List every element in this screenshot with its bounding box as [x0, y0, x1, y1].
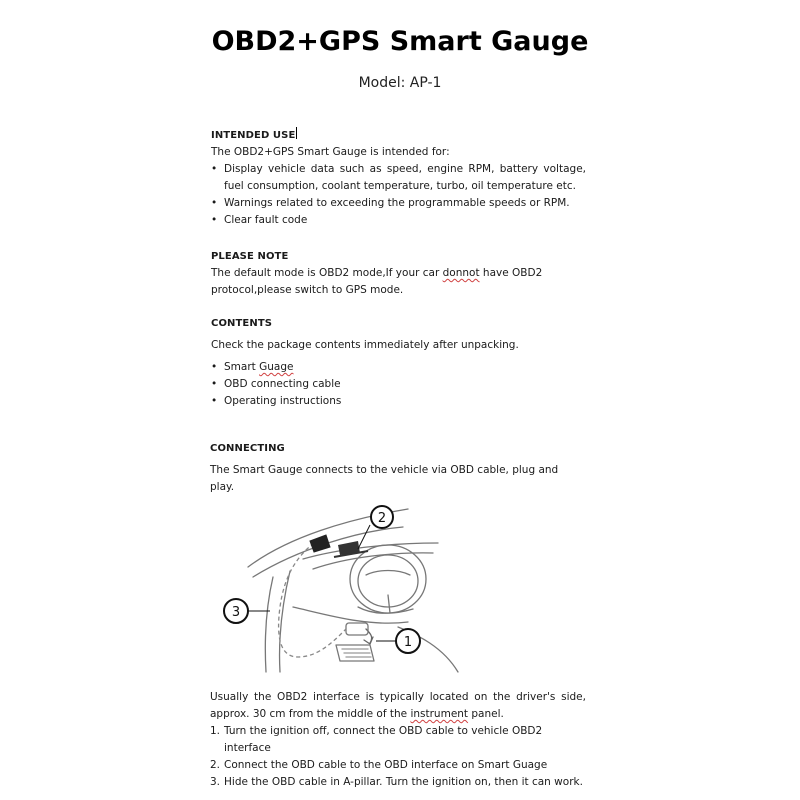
- connecting-intro: The Smart Gauge connects to the vehicle via OBD cable, plug and play.: [210, 464, 559, 493]
- list-item: • Smart Guage: [211, 359, 586, 376]
- spelling-flag: instrument: [410, 708, 469, 720]
- interface-location-text: Usually the OBD2 interface is typically located on the driver's side, approx. 30 cm from the middle of the instrument panel.: [210, 691, 586, 720]
- connecting-section: [210, 440, 585, 496]
- spelling-flag: donnot: [442, 267, 480, 279]
- car-interior-illustration: [218, 497, 468, 677]
- list-item: • Warnings related to exceeding the programmable speeds or RPM.: [211, 195, 586, 212]
- please-note-text: The default mode is OBD2 mode,If your car donnot have OBD2 protocol,please switch to GPS mode.: [211, 267, 543, 296]
- spelling-flag: Guage: [259, 361, 294, 373]
- connecting-heading: CONNECTING: [210, 443, 285, 454]
- text-cursor: [296, 127, 297, 139]
- intended-use-intro: The OBD2+GPS Smart Gauge is intended for:: [211, 146, 450, 158]
- please-note-section: [211, 248, 586, 299]
- step-item: 3. Hide the OBD cable in A-pillar. Turn the ignition on, then it can work.: [210, 776, 583, 788]
- please-note-heading: PLEASE NOTE: [211, 251, 289, 262]
- intended-use-heading: INTENDED USE: [211, 127, 586, 144]
- page-title: OBD2+GPS Smart Gauge: [211, 26, 589, 57]
- intended-use-section: [211, 127, 586, 229]
- contents-heading: CONTENTS: [211, 318, 273, 329]
- list-item: • Clear fault code: [211, 212, 586, 229]
- callout-3-label: 3: [231, 605, 241, 620]
- callout-1-label: 1: [403, 635, 413, 650]
- installation-steps: [210, 723, 586, 791]
- step-item: 2. Connect the OBD cable to the OBD interface on Smart Guage: [210, 759, 548, 771]
- contents-list: [211, 359, 586, 410]
- callout-2-label: 2: [377, 511, 387, 526]
- installation-instructions: [210, 689, 586, 791]
- model-subtitle: Model: AP-1: [358, 75, 442, 91]
- list-item: • Display vehicle data such as speed, engine RPM, battery voltage, fuel consumption, coolant temperature, turbo, oil temperature etc.: [211, 161, 586, 195]
- contents-intro: Check the package contents immediately after unpacking.: [211, 339, 519, 351]
- list-item: • OBD connecting cable: [211, 376, 586, 393]
- step-item: 1. Turn the ignition off, connect the OBD cable to vehicle OBD2 interface: [210, 725, 543, 754]
- list-item: • Operating instructions: [211, 393, 586, 410]
- contents-section: [211, 315, 586, 410]
- intended-use-list: [211, 161, 586, 229]
